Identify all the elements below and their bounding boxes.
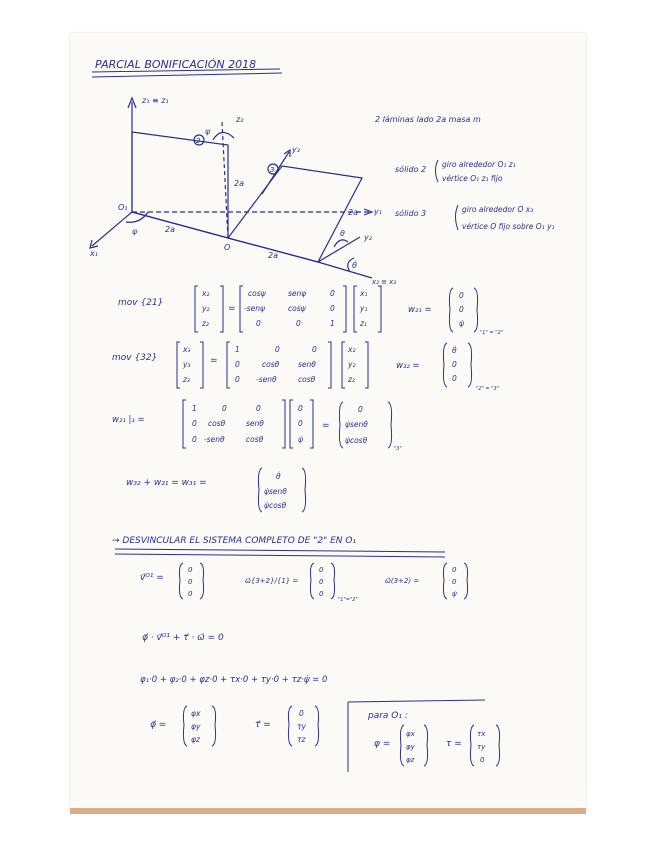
eq1-vr-2: z₁ [360, 319, 367, 328]
axis-x2x3-label: x₂ ≡ x₃ [372, 278, 397, 286]
eq2-w-brace [443, 343, 471, 387]
axis-x1 [92, 212, 132, 246]
eq8-tau-1: τy [297, 722, 306, 731]
brace-solid-2 [436, 160, 439, 182]
axis-z1-label: z₁ ≡ z₁ [142, 96, 169, 105]
eq4-v1: ψ̇senθ [264, 487, 287, 496]
eq3-m01: 0 [222, 404, 227, 413]
axis-y3-label: y₃ [292, 145, 300, 154]
eq8-tau2-1: τy [477, 743, 486, 751]
dim-2a-vertical: 2a [234, 179, 244, 188]
eq2-m02: 0 [312, 345, 317, 354]
eq2-label: mov {32} [112, 353, 158, 363]
eq8-phi2-2: φz [406, 756, 415, 764]
eq5-w1-0: 0 [319, 566, 324, 574]
eq3-equals: = [322, 421, 330, 431]
equation-mov-21 [118, 286, 503, 336]
equation-final [150, 700, 500, 772]
eq1-m01: senψ [288, 289, 307, 298]
eq6-text: φ⃗ · v⃗ᴼ¹ + τ⃗ · ω⃗ = 0 [142, 633, 224, 643]
eq2-m22: cosθ [298, 375, 316, 384]
page-title: PARCIAL BONIFICACIÓN 2018 [95, 58, 257, 71]
eq3-m02: 0 [256, 404, 261, 413]
note-solid-2-b: vértice O₁ z₁ fijo [442, 174, 503, 183]
note-laminas: 2 láminas lado 2a masa m [375, 115, 481, 124]
eq8-phi2-0: φx [406, 730, 415, 738]
axis-y1-label: y₁ [374, 207, 382, 216]
axis-z2-label: z₂ [236, 115, 244, 124]
eq8-top-rule [348, 700, 485, 702]
eq1-m22: 1 [330, 319, 335, 328]
eq1-w-2: ψ̇ [459, 319, 464, 328]
eq3-m10: 0 [192, 419, 197, 428]
eq2-w-sub: "2" = "3" [476, 386, 499, 392]
eq1-w-1: 0 [459, 305, 464, 314]
eq8-tau-2: τz [297, 735, 306, 744]
eq5-v-2: 0 [188, 590, 193, 598]
eq2-vl-0: x₃ [183, 345, 191, 354]
eq8-tau2-label: τ = [446, 739, 462, 749]
eq2-m10: 0 [235, 360, 240, 369]
eq1-vl-1: y₂ [202, 304, 210, 313]
body-3-label: 3 [270, 166, 275, 174]
eq2-w-2: 0 [452, 374, 457, 383]
eq2-m01: 0 [275, 345, 280, 354]
eq3-v0: 0 [298, 404, 303, 413]
psi-angle-label: ψ [132, 227, 138, 236]
eq1-vl-0: x₂ [202, 289, 210, 298]
section-underline [115, 549, 445, 557]
eq1-m00: cosψ [248, 289, 266, 298]
eq3-r0: 0 [358, 405, 363, 414]
eq1-equals: = [228, 304, 236, 314]
problem-notes [375, 115, 555, 231]
dim-2a-right: 2a [348, 208, 358, 217]
body-2-label: 2 [196, 137, 201, 145]
eq1-m21: 0 [296, 319, 301, 328]
eq8-tau-0: 0 [299, 709, 304, 718]
note-solid-3-a: giro alrededor O x₃ [462, 205, 534, 214]
eq2-vr-0: x₂ [348, 345, 356, 354]
eq3-m00: 1 [192, 404, 197, 413]
eq1-m11: cosψ [288, 304, 306, 313]
eq2-m00: 1 [235, 345, 240, 354]
eq7-text: φ₁·0 + φ₂·0 + φz·0 + τx·0 + τy·0 + τz·ψ̇ = 0 [140, 675, 328, 685]
angle-arc [213, 132, 234, 140]
eq8-phi-label: φ⃗ = [150, 720, 167, 730]
eq5-w2-1: 0 [452, 578, 457, 586]
eq1-vl-2: z₂ [202, 319, 209, 328]
eq2-w-0: θ̇ [452, 346, 457, 355]
plate-2 [132, 132, 228, 238]
eq8-tau2-2: 0 [480, 756, 485, 764]
eq1-label: mov {21} [118, 298, 164, 308]
eq5-w1-1: 0 [319, 578, 324, 586]
eq5-w2-label: ω⃗(3+2) = [385, 577, 420, 585]
eq3-m21: -senθ [204, 435, 225, 444]
equation-velocities [140, 563, 468, 603]
eq2-vl-1: y₃ [183, 360, 191, 369]
eq3-r1: ψ̇senθ [345, 420, 368, 429]
eq3-r2: ψ̇cosθ [345, 436, 368, 445]
eq3-m20: 0 [192, 435, 197, 444]
eq4-v2: ψ̇cosθ [264, 501, 287, 510]
diagram [89, 96, 396, 286]
eq8-phi-1: φy [191, 722, 201, 731]
eq2-m12: senθ [298, 360, 316, 369]
eq3-sub: "3" [394, 446, 402, 452]
eq3-m11: cosθ [208, 419, 226, 428]
axis-y2-label: y₂ [364, 233, 372, 242]
eq3-v1: 0 [298, 419, 303, 428]
eq5-v-1: 0 [188, 578, 193, 586]
eq3-matrix-brackets [183, 400, 285, 448]
eq3-m12: senθ [246, 419, 264, 428]
axis-z2 [222, 122, 228, 238]
eq1-w-label: w₂₁ = [408, 305, 432, 315]
eq8-phi-2: φz [191, 735, 200, 744]
equation-w31 [126, 468, 306, 512]
axis-y3 [262, 152, 289, 194]
eq8-tau-label: τ⃗ = [255, 720, 271, 730]
eq3-v2: ψ̇ [298, 435, 303, 444]
eq8-phi2-label: φ = [374, 739, 391, 749]
eq5-v-label: v⃗ᴼ¹ = [140, 573, 164, 583]
eq4-text: w₃₂ + w₂₁ = w₃₁ = [126, 478, 207, 488]
point-O: O [224, 243, 231, 252]
axis-x2x3 [318, 262, 372, 278]
equation-mov-32 [112, 342, 499, 392]
eq2-vl-2: z₃ [183, 375, 190, 384]
brace-solid-3 [456, 205, 459, 230]
angle-theta-label: θ [340, 229, 345, 238]
eq5-w2-0: 0 [452, 566, 457, 574]
theta-dot-label: θ̇ [352, 261, 357, 270]
eq8-para: para O₁ : [368, 711, 408, 721]
note-solid-2-a: giro alrededor O₁ z₁ [442, 160, 516, 169]
note-solid-3: sólido 3 [395, 209, 427, 218]
axis-x1-label: x₁ [90, 249, 98, 258]
origin-O1: O₁ [118, 203, 128, 212]
eq1-vr-0: x₁ [360, 289, 368, 298]
eq2-vr-1: y₂ [348, 360, 356, 369]
eq1-m12: 0 [330, 304, 335, 313]
eq2-w-label: w₃₂ = [396, 361, 420, 371]
eq2-m11: cosθ [262, 360, 280, 369]
section-heading: → DESVINCULAR EL SISTEMA COMPLETO DE "2" EN O₁ [112, 536, 357, 546]
note-solid-2: sólido 2 [395, 165, 427, 174]
dim-2a-mid: 2a [268, 251, 278, 260]
eq8-phi-0: φx [191, 709, 201, 718]
eq4-v0: θ̇ [276, 472, 281, 481]
dim-2a-left: 2a [165, 225, 175, 234]
eq1-m02: 0 [330, 289, 335, 298]
eq1-vec-right-brackets [354, 286, 381, 332]
eq2-m20: 0 [235, 375, 240, 384]
eq3-m22: cosθ [246, 435, 264, 444]
eq5-w1-2: 0 [319, 590, 324, 598]
eq2-equals: = [210, 356, 218, 366]
equation-w21-projected [112, 400, 402, 452]
angle-psi-label: ψ [205, 127, 211, 136]
note-solid-3-b: vértice O fijo sobre O₁ y₁ [462, 222, 555, 231]
eq5-w2-2: ψ̇ [452, 590, 457, 598]
eq8-phi2-1: φy [406, 743, 415, 751]
eq2-w-1: 0 [452, 360, 457, 369]
eq1-w-0: 0 [459, 291, 464, 300]
eq3-label: w₂₁ |₃ = [112, 415, 145, 425]
eq5-w1-sub: "1"="2" [338, 597, 358, 603]
eq2-vr-2: z₂ [348, 375, 355, 384]
eq1-m20: 0 [256, 319, 261, 328]
eq1-m10: -senψ [244, 304, 265, 313]
eq1-w-sub: "1" = "2" [480, 330, 503, 336]
eq8-tau2-0: τx [477, 730, 486, 738]
eq1-vr-1: y₁ [360, 304, 368, 313]
eq5-v-0: 0 [188, 566, 193, 574]
eq2-m21: -senθ [256, 375, 277, 384]
eq5-w1-label: ω⃗{3+2}/{1} = [245, 577, 299, 585]
